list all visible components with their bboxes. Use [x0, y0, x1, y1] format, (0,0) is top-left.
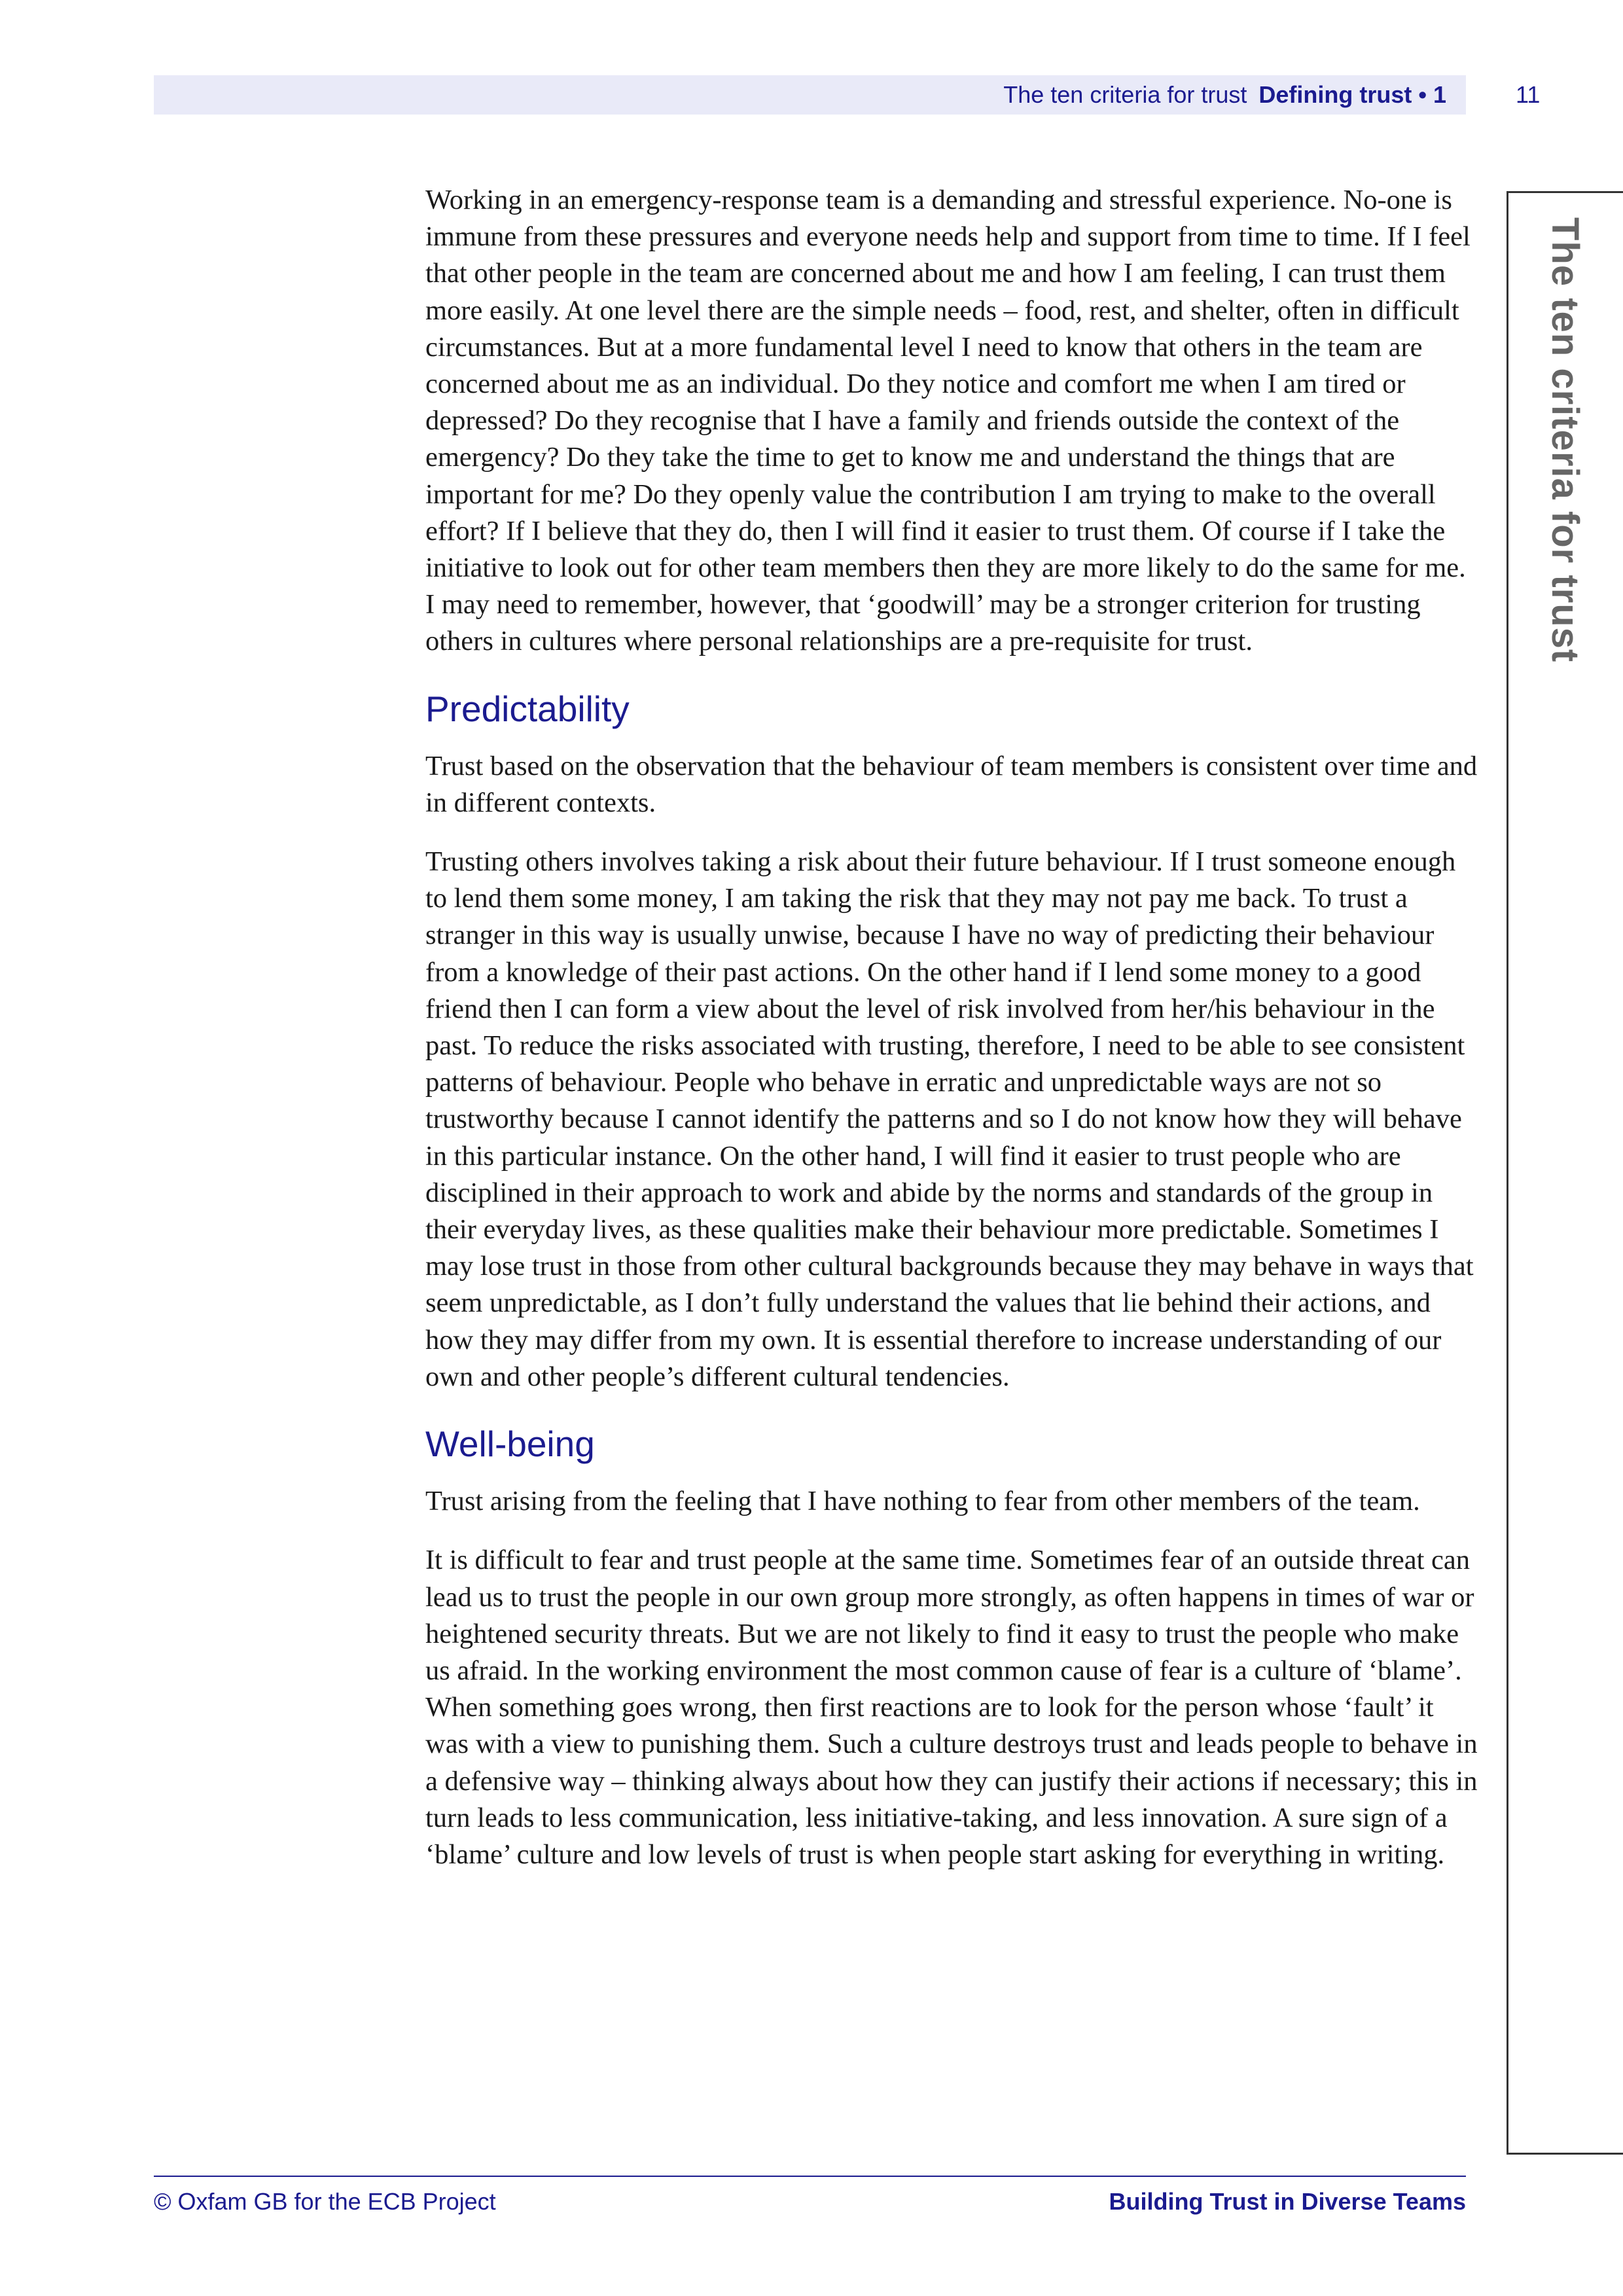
well-being-definition: Trust arising from the feeling that I have nothing to fear from other members of the team.	[425, 1486, 1420, 1517]
header-text	[1003, 81, 1446, 109]
predictability-definition: Trust based on the observation that the behaviour of team members is consistent over time and in different contexts.	[425, 750, 1478, 818]
intro-paragraph: Working in an emergency-response team is a demanding and stressful experience. No-one is immune from these pressures and everyone needs help and support from time to time. If I feel that other people in the team are concerned about me and how I am feeling, I can trust them more easily. At one level there are the simple needs – food, rest, and shelter, often in difficult circumstances. But at a more fundamental level I need to know that others in the team are concerned about me as an individual. Do they notice and comfort me when I am tired or depressed? Do they recognise that I have a family and friends outside the context of the emergency? Do they take the time to get to know me and understand the things that are important for me? Do they openly value the contribution I am trying to make to the overall effort? If I believe that they do, then I will find it easier to trust them. Of course if I take the initiative to look out for other team members then they are more likely to do the same for me. I may need to remember, however, that ‘goodwill’ may be a stronger criterion for trusting others in cultures where personal relationships are a pre-requisite for trust.	[425, 185, 1471, 657]
side-tab-label: The ten criteria for trust	[1544, 217, 1586, 663]
page-number: 11	[1516, 81, 1541, 108]
header-section-title: The ten criteria for trust	[1003, 81, 1247, 108]
header-chapter-title: Defining trust • 1	[1258, 81, 1446, 108]
footer-book-title: Building Trust in Diverse Teams	[1109, 2188, 1466, 2215]
section-heading-predictability: Predictability	[425, 688, 630, 729]
main-content	[425, 182, 1480, 1895]
section-heading-well-being: Well-being	[425, 1424, 595, 1465]
footer-copyright: © Oxfam GB for the ECB Project	[154, 2188, 496, 2215]
well-being-body: It is difficult to fear and trust people at the same time. Sometimes fear of an outside threat can lead us to trust the people in our own group more strongly, as often happens in times of war or heightened security threats. But we are not likely to find it easy to trust the people who make us afraid. In the working environment the most common cause of fear is a culture of ‘blame’. When something goes wrong, then first reactions are to look for the person whose ‘fault’ it was with a view to punishing them. Such a culture destroys trust and leads people to behave in a defensive way – thinking always about how they can justify their actions if necessary; this in turn leads to less communication, less initiative-taking, and less innovation. A sure sign of a ‘blame’ culture and low levels of trust is when people start asking for everything in writing.	[425, 1545, 1478, 1870]
footer-divider	[154, 2176, 1466, 2177]
predictability-body: Trusting others involves taking a risk about their future behaviour. If I trust someone enough to lend them some money, I am taking the risk that they may not pay me back. To trust a stranger in this way is usually unwise, because I have no way of predicting their behaviour from a knowledge of their past actions. On the other hand if I lend some money to a good friend then I can form a view about the level of risk involved from her/his behaviour in the past. To reduce the risks associated with trusting, therefore, I need to be able to see consistent patterns of behaviour. People who behave in erratic and unpredictable ways are not so trustworthy because I cannot identify the patterns and so I do not know how they will behave in this particular instance. On the other hand, I will find it easier to trust people who are disciplined in their approach to work and abide by the norms and standards of the group in their everyday lives, as these qualities make their behaviour more predictable. Sometimes I may lose trust in those from other cultural backgrounds because they may behave in ways that seem unpredictable, as I don’t fully understand the values that lie behind their actions, and how they may differ from my own. It is essential therefore to increase understanding of our own and other people’s different cultural tendencies.	[425, 846, 1474, 1392]
running-header	[154, 75, 1466, 115]
